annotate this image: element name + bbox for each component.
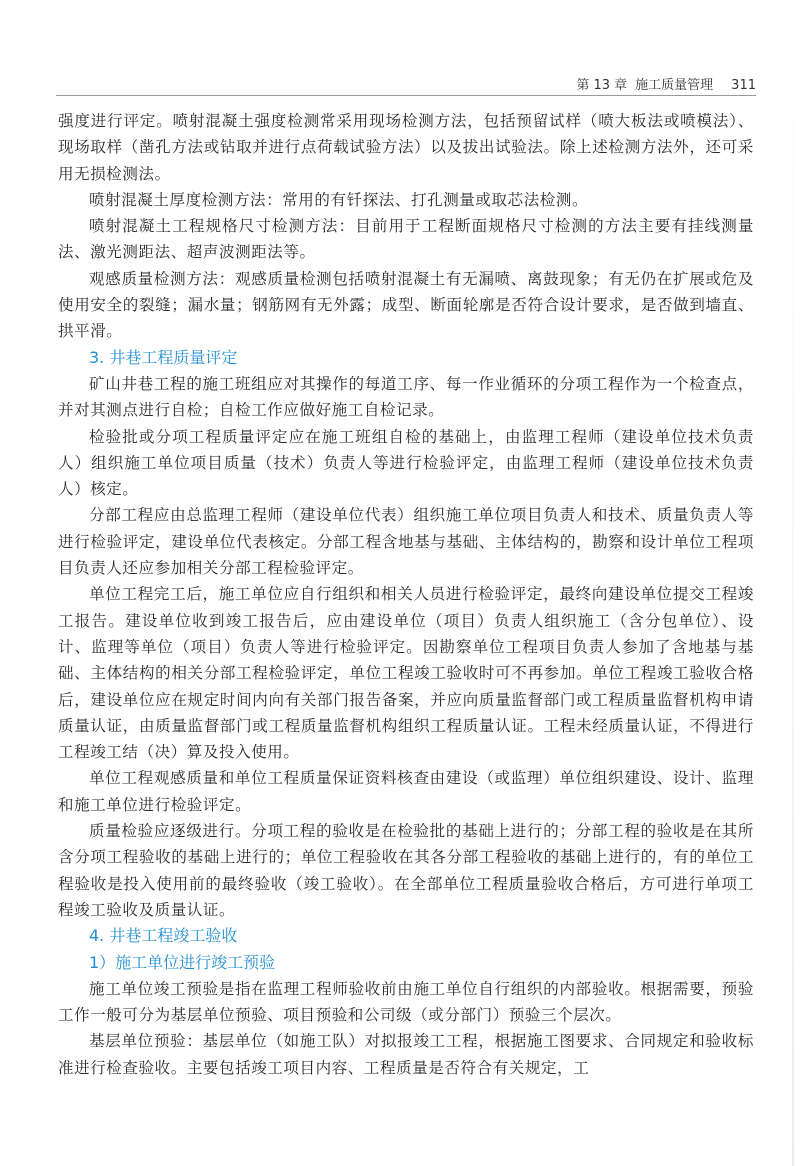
paragraph: 喷射混凝土工程规格尺寸检测方法：目前用于工程断面规格尺寸检测的方法主要有挂线测量法、激光测距法、超声波测距法等。	[58, 217, 754, 262]
section-heading: 3. 井巷工程质量评定	[89, 347, 238, 367]
header-rule	[56, 95, 756, 96]
paragraph: 矿山井巷工程的施工班组应对其操作的每道工序、每一作业循环的分项工程作为一个检查点，并对其测点进行自检；自检工作应做好施工自检记录。	[58, 374, 754, 420]
page-body	[58, 108, 754, 1081]
page-spine-shadow	[792, 0, 794, 1166]
paragraph: 检验批或分项工程质量评定应在施工班组自检的基础上，由监理工程师（建设单位技术负责人）组织施工单位项目质量（技术）负责人等进行检验评定，由监理工程师（建设单位技术负责人）核定。	[58, 427, 754, 499]
paragraph: 强度进行评定。喷射混凝土强度检测常采用现场检测方法，包括预留试样（喷大板法或喷模法）、现场取样（凿孔方法或钻取并进行点荷载试验方法）以及拔出试验法。除上述检测方法外，还可采用无损检测法。	[58, 112, 754, 183]
chapter-title: 施工质量管理	[635, 78, 714, 93]
section-heading: 4. 井巷工程竣工验收	[89, 926, 238, 946]
running-header	[56, 74, 756, 96]
chapter-number: 第 13 章	[576, 78, 628, 93]
paragraph: 基层单位预验：基层单位（如施工队）对拟报竣工工程，根据施工图要求、合同规定和验收标准进行检查验收。主要包括竣工项目内容、工程质量是否符合有关规定，工	[58, 1032, 754, 1077]
header-text	[576, 74, 756, 93]
paragraph: 质量检验应逐级进行。分项工程的验收是在检验批的基础上进行的；分部工程的验收是在其所含分项工程验收的基础上进行的；单位工程验收在其各分部工程验收的基础上进行的，有的单位工程验收是投入使用前的最终验收（竣工验收）。在全部单位工程质量验收合格后，方可进行单项工程竣工验收及质量认证。	[58, 822, 754, 919]
paragraph: 分部工程应由总监理工程师（建设单位代表）组织施工单位项目负责人和技术、质量负责人等进行检验评定，建设单位代表核定。分部工程含地基与基础、主体结构的，勘察和设计单位工程项目负责人还应参加相关分部工程检验评定。	[58, 506, 754, 578]
paragraph: 单位工程观感质量和单位工程质量保证资料核查由建设（或监理）单位组织建设、设计、监理和施工单位进行检验评定。	[58, 769, 754, 814]
page-number: 311	[731, 78, 756, 93]
paragraph: 单位工程完工后，施工单位应自行组织和相关人员进行检验评定，最终向建设单位提交工程竣工报告。建设单位收到竣工报告后，应由建设单位（项目）负责人组织施工（含分包单位）、设计、监理等单位（项目）负责人等进行检验评定。因勘察单位工程项目负责人参加了含地基与基础、主体结构的相关分部工程检验评定，单位工程竣工验收时可不再参加。单位工程竣工验收合格后，建设单位应在规定时间内向有关部门报告备案，并应向质量监督部门或工程质量监督机构申请质量认证，由质量监督部门或工程质量监督机构组织工程质量认证。工程未经质量认证，不得进行工程竣工结（决）算及投入使用。	[58, 585, 754, 762]
paragraph: 施工单位竣工预验是指在监理工程师验收前由施工单位自行组织的内部验收。根据需要，预验工作一般可分为基层单位预验、项目预验和公司级（或分部门）预验三个层次。	[58, 979, 754, 1025]
paragraph: 观感质量检测方法：观感质量检测包括喷射混凝土有无漏喷、离鼓现象；有无仍在扩展或危及使用安全的裂缝；漏水量；钢筋网有无外露；成型、断面轮廓是否符合设计要求，是否做到墙直、拱平滑。	[58, 269, 754, 341]
paragraph: 喷射混凝土厚度检测方法：常用的有钎探法、打孔测量或取芯法检测。	[89, 190, 589, 209]
subsection-heading: 1）施工单位进行竣工预验	[89, 952, 276, 972]
